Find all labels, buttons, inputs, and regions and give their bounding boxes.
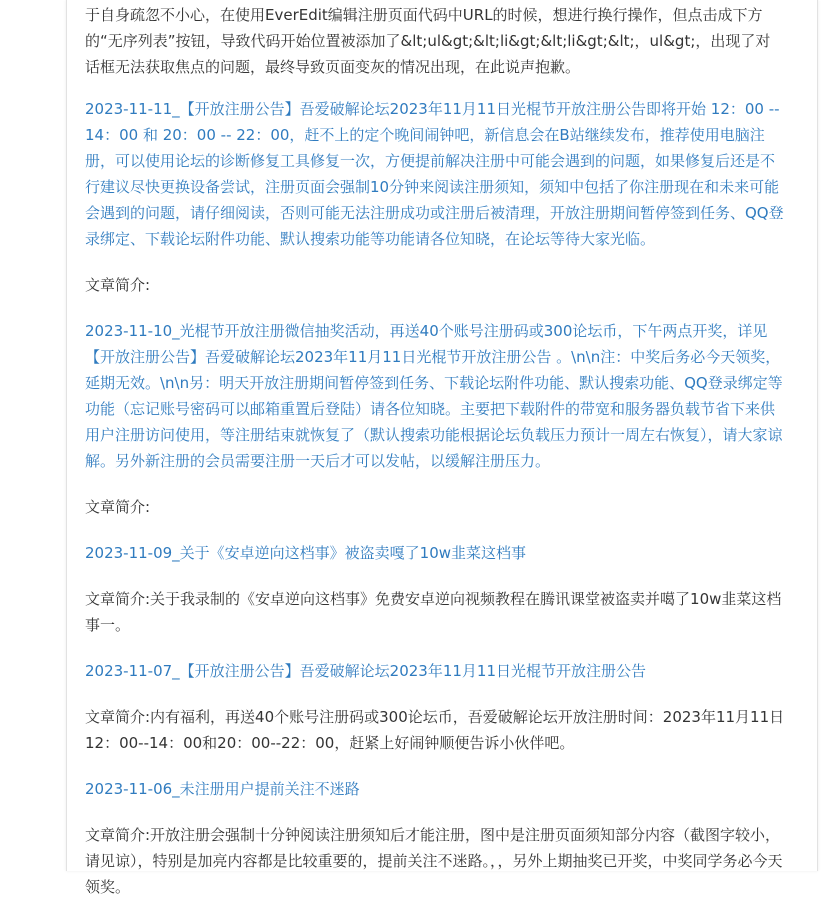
post-summary: 文章简介: bbox=[85, 498, 151, 516]
post-link-paragraph bbox=[85, 776, 785, 802]
post-summary: 文章简介:内有福利，再送40个账号注册码或300论坛币，吾爱破解论坛开放注册时间：2023年11月11日12：00--14：00和20：00--22：00，赶紧上好闹钟顺便告诉小伙伴吧。 bbox=[85, 708, 785, 752]
article-page bbox=[66, 0, 818, 896]
post-summary: 文章简介:关于我录制的《安卓逆向这档事》免费安卓逆向视频教程在腾讯课堂被盗卖并噶了10w韭菜这档事一。 bbox=[85, 590, 782, 634]
post-summary: 文章简介: bbox=[85, 276, 151, 294]
intro-paragraph: 于自身疏忽不小心，在使用EverEdit编辑注册页面代码中URL的时候，想进行换行操作，但点击成下方的“无序列表”按钮，导致代码开始位置被添加了&lt;ul&gt;&lt;li&gt;&lt;li&gt;&lt;，ul&gt;，出现了对话框无法获取焦点的问题，最终导致页面变灰的情况出现，在此说声抱歉。 bbox=[85, 6, 771, 76]
post-link-paragraph bbox=[85, 540, 785, 566]
article-content bbox=[85, 2, 785, 920]
post-link-paragraph bbox=[85, 318, 785, 474]
post-summary: 文章简介:开放注册会强制十分钟阅读注册须知后才能注册，图中是注册页面须知部分内容（截图字较小，请见谅），特别是加亮内容都是比较重要的，提前关注不迷路。，，另外上期抽奖已开奖，中奖同学务必今天领奖。 bbox=[85, 826, 783, 896]
post-link[interactable]: 2023-11-10_光棍节开放注册微信抽奖活动，再送40个账号注册码或300论坛币，下午两点开奖，详见【开放注册公告】吾爱破解论坛2023年11月11日光棍节开放注册公告 。\n\n注：中奖后务必今天领奖，延期无效。\n\n另：明天开放注册期间暂停签到任务、下载论坛附件功能、默认搜索功能、QQ登录绑定等功能（忘记账号密码可以邮箱重置后登陆）请各位知晓。主要把下载附件的带宽和服务器负载节省下来供用户注册访问使用，等注册结束就恢复了（默认搜索功能根据论坛负载压力预计一周左右恢复），请大家谅解。另外新注册的会员需要注册一天后才可以发帖，以缓解注册压力。 bbox=[85, 322, 783, 470]
post-link[interactable]: 2023-11-09_关于《安卓逆向这档事》被盗卖嘎了10w韭菜这档事 bbox=[85, 544, 527, 562]
post-link-paragraph bbox=[85, 96, 785, 252]
post-link[interactable]: 2023-11-11_【开放注册公告】吾爱破解论坛2023年11月11日光棍节开放注册公告即将开始 12：00 -- 14：00 和 20：00 -- 22：00，赶不上的定个晚间闹钟吧，新信息会在B站继续发布，推荐使用电脑注册，可以使用论坛的诊断修复工具修复一次，方便提前解决注册中可能会遇到的问题，如果修复后还是不行建议尽快更换设备尝试，注册页面会强制10分钟来阅读注册须知，须知中包括了你注册现在和未来可能会遇到的问题，请仔细阅读，否则可能无法注册成功或注册后被清理，开放注册期间暂停签到任务、QQ登录绑定、下载论坛附件功能、默认搜索功能等功能请各位知晓，在论坛等待大家光临。 bbox=[85, 100, 784, 248]
post-link-paragraph bbox=[85, 658, 785, 684]
post-link[interactable]: 2023-11-06_未注册用户提前关注不迷路 bbox=[85, 780, 360, 798]
post-link[interactable]: 2023-11-07_【开放注册公告】吾爱破解论坛2023年11月11日光棍节开放注册公告 bbox=[85, 662, 647, 680]
